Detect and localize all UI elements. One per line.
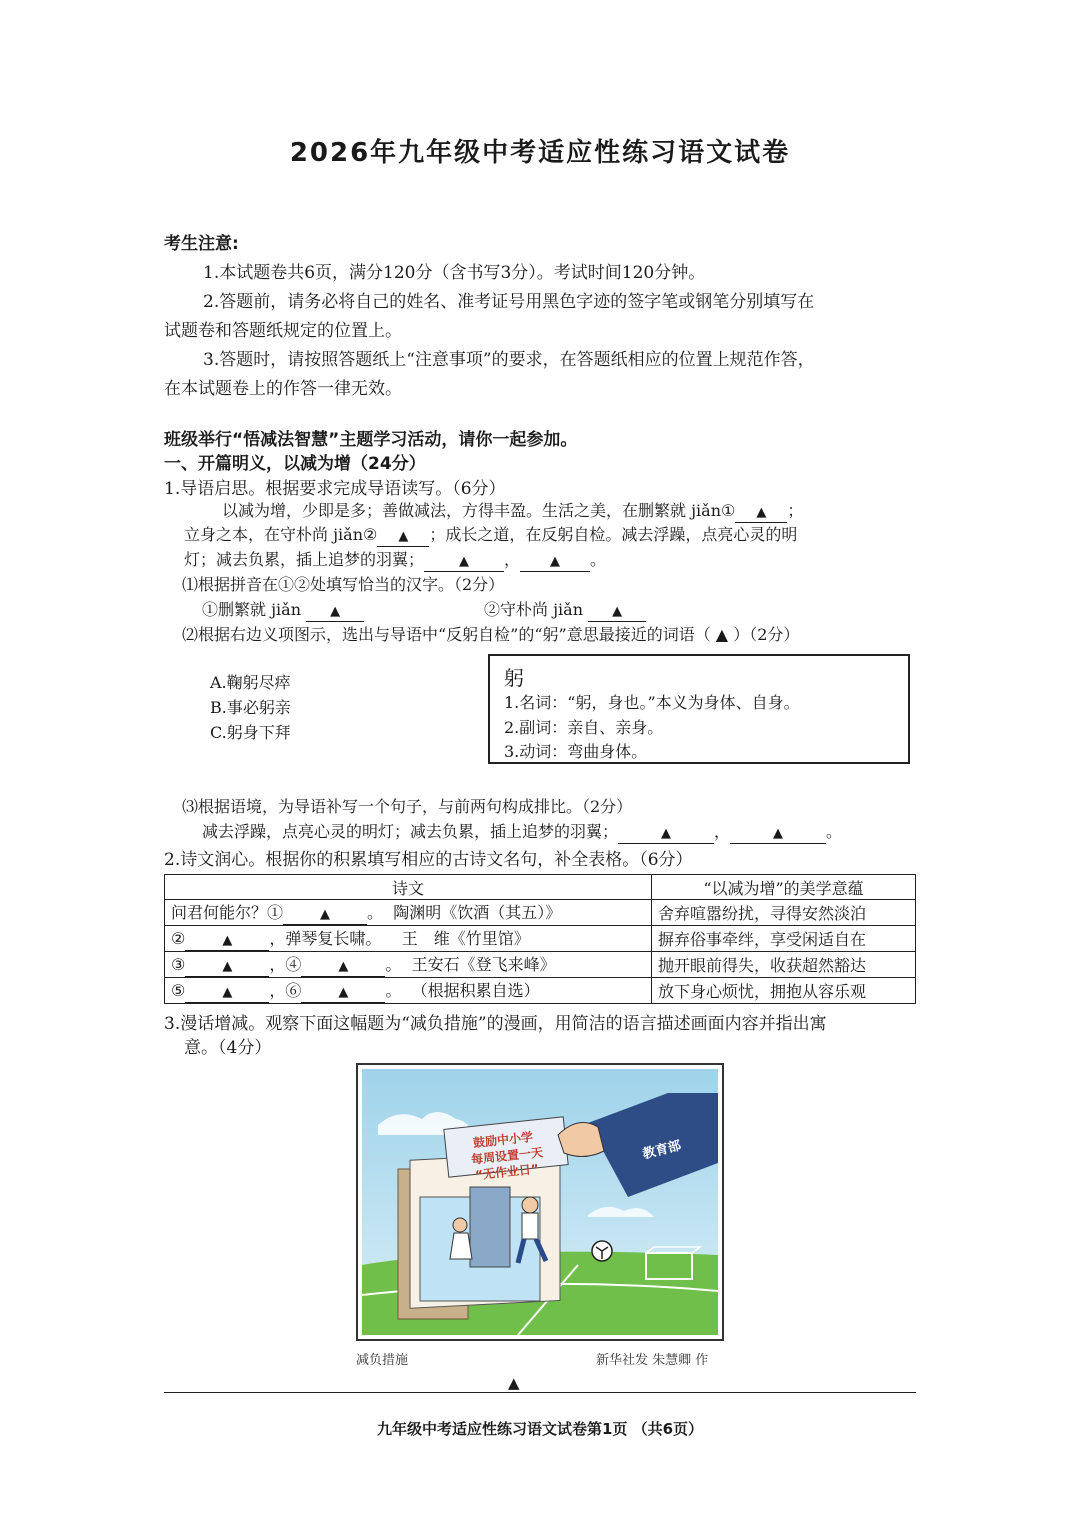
- question-2-stem: 2.诗文润心。根据你的积累填写相应的古诗文名句，补全表格。（6分）: [164, 850, 693, 870]
- meaning-cell: 放下身心烦忧，拥抱从容乐观: [652, 978, 916, 1004]
- meaning-cell: 摒弃俗事牵绊，享受闲适自在: [652, 926, 916, 952]
- lead-paragraph-line-3: 灯；减去负累，插上追梦的羽翼； ▲ ， ▲ 。: [184, 547, 606, 572]
- lead-text: 以减为增，少即是多；善做减法，方得丰盈。生活之美，在删繁就 jiǎn①: [222, 501, 736, 520]
- poem-table: [164, 874, 916, 1004]
- notice-heading: 考生注意:: [164, 234, 239, 254]
- notice-item-1: 1.本试题卷共6页，满分120分（含书写3分）。考试时间120分钟。: [203, 263, 706, 283]
- dictionary-sense-2: 2.副词：亲自、亲身。: [504, 718, 664, 737]
- question-3-stem-cont: 意。（4分）: [184, 1038, 272, 1058]
- dictionary-sense-3: 3.动词：弯曲身体。: [504, 742, 648, 761]
- answer-blank-3[interactable]: ▲: [424, 551, 504, 572]
- answer-blank-4[interactable]: ▲: [520, 551, 590, 572]
- answer-blank-poem-2[interactable]: ▲: [185, 930, 269, 951]
- cartoon-text-3: “无作业日”: [474, 1161, 540, 1183]
- question-1-stem: 1.导语启思。根据要求完成导语读写。（6分）: [164, 479, 506, 499]
- notice-item-2: 2.答题前，请务必将自己的姓名、准考证号用黑色字迹的签字笔或钢笔分别填写在: [203, 292, 815, 312]
- notice-item-3-cont: 在本试题卷上的作答一律无效。: [164, 379, 402, 399]
- table-header-poem: 诗文: [165, 875, 652, 900]
- poem-cell: ③ ▲ ，④ ▲ 。 王安石《登飞来峰》: [165, 952, 652, 978]
- answer-blank-jian-2[interactable]: ▲: [588, 601, 646, 622]
- answer-blank-2[interactable]: ▲: [377, 526, 429, 547]
- table-row: [165, 926, 916, 952]
- answer-mark: ▲: [508, 1374, 520, 1392]
- meaning-cell: 抛开眼前得失，收获超然豁达: [652, 952, 916, 978]
- notice-item-2-cont: 试题卷和答题纸规定的位置上。: [164, 321, 402, 341]
- answer-blank-poem-1[interactable]: ▲: [283, 904, 367, 925]
- dictionary-box: [488, 654, 910, 764]
- question-3-stem: 3.漫话增减。观察下面这幅题为“减负措施”的漫画，用简洁的语言描述画面内容并指出寓: [164, 1014, 827, 1034]
- page-footer: 九年级中考适应性练习语文试卷第1页 （共6页）: [376, 1420, 704, 1438]
- lead-paragraph-line-1: 以减为增，少即是多；善做减法，方得丰盈。生活之美，在删繁就 jiǎn① ▲ ；: [222, 498, 803, 523]
- answer-blank-1[interactable]: ▲: [735, 502, 787, 523]
- poem-cell: 问君何能尔？① ▲ 。 陶渊明《饮酒（其五）》: [165, 900, 652, 926]
- cartoon-image: [356, 1063, 724, 1341]
- poem-cell: ② ▲ ，弹琴复长啸。 王 维《竹里馆》: [165, 926, 652, 952]
- sub-question-3: ⑶根据语境，为导语补写一个句子，与前两句构成排比。（2分）: [182, 797, 633, 816]
- poem-cell: ⑤ ▲ ，⑥ ▲ 。 （根据积累自选）: [165, 978, 652, 1004]
- answer-blank-parallel-1[interactable]: ▲: [618, 823, 714, 844]
- answer-blank-poem-5[interactable]: ▲: [185, 982, 269, 1003]
- answer-blank-poem-4[interactable]: ▲: [301, 956, 385, 977]
- answer-blank-parallel-2[interactable]: ▲: [730, 823, 826, 844]
- sub-question-2: ⑵根据右边义项图示，选出与导语中“反躬自检”的“躬”意思最接近的词语（ ▲ ）（2分）: [182, 625, 800, 644]
- cartoon-sleeve-label: 教育部: [641, 1138, 683, 1163]
- meaning-cell: 舍弃喧嚣纷扰，寻得安然淡泊: [652, 900, 916, 926]
- table-row: [165, 978, 916, 1004]
- answer-blank-jian-1[interactable]: ▲: [306, 601, 364, 622]
- cartoon-caption-left: 减负措施: [356, 1353, 409, 1368]
- cartoon-text-2: 每周设置一天: [470, 1145, 544, 1167]
- answer-blank-poem-6[interactable]: ▲: [301, 982, 385, 1003]
- table-row: [165, 952, 916, 978]
- page-title: 2026年九年级中考适应性练习语文试卷: [289, 138, 791, 168]
- table-header-meaning: “以减为增”的美学意蕴: [652, 875, 916, 900]
- footer-divider: [164, 1392, 916, 1393]
- option-a[interactable]: A.鞠躬尽瘁: [210, 673, 291, 692]
- lead-paragraph-line-2: 立身之本，在守朴尚 jiǎn② ▲ ；成长之道，在反躬自检。减去浮躁，点亮心灵的明: [184, 522, 797, 547]
- sub-question-1: ⑴根据拼音在①②处填写恰当的汉字。（2分）: [182, 575, 505, 594]
- dictionary-sense-1: 1.名词：“躬，身也。”本义为身体、自身。: [504, 693, 800, 712]
- cartoon-caption-right: 新华社发 朱慧卿 作: [596, 1353, 709, 1368]
- dictionary-char: 躬: [504, 666, 524, 690]
- cartoon-text-1: 鼓励中小学: [472, 1129, 534, 1151]
- table-row: [165, 900, 916, 926]
- notice-item-3: 3.答题时，请按照答题纸上“注意事项”的要求，在答题纸相应的位置上规范作答，: [203, 350, 815, 370]
- option-c[interactable]: C.躬身下拜: [210, 723, 291, 742]
- answer-blank-poem-3[interactable]: ▲: [185, 956, 269, 977]
- activity-intro: 班级举行“悟减法智慧”主题学习活动，请你一起参加。: [164, 430, 578, 450]
- sub-question-3-line: 减去浮躁，点亮心灵的明灯；减去负累，插上追梦的羽翼； ▲ ， ▲ 。: [202, 819, 842, 844]
- option-b[interactable]: B.事必躬亲: [210, 698, 291, 717]
- section-heading: 一、开篇明义，以减为增（24分）: [164, 454, 426, 474]
- sub-question-1-a: ①删繁就 jiǎn ▲: [202, 597, 364, 622]
- sub-question-1-b: ②守朴尚 jiǎn ▲: [484, 597, 646, 622]
